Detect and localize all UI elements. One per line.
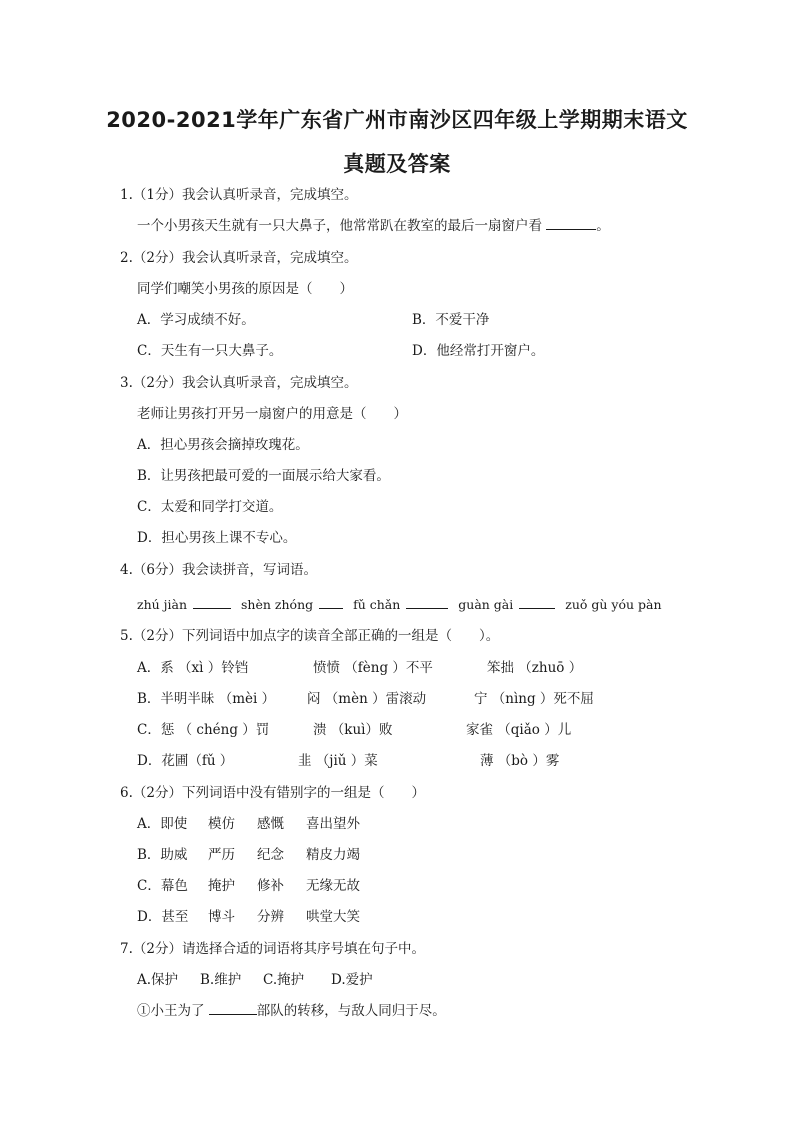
question-6-option-c-1[interactable]: C．幕色 <box>137 878 188 894</box>
question-5-option-b-2: 闷 （mèn ）雷滚动 <box>307 691 427 707</box>
question-5-option-b-3: 宁 （nìng ）死不屈 <box>474 691 594 707</box>
question-3-option-a[interactable]: A．担心男孩会摘掉玫瑰花。 <box>137 437 309 453</box>
question-5-option-a-1[interactable]: A．系 （xì ）铃铛 <box>137 660 249 676</box>
pinyin-blank-2[interactable] <box>319 596 343 609</box>
question-7-blank-1[interactable] <box>209 1002 257 1015</box>
question-7-stem: 7.（2分）请选择合适的词语将其序号填在句子中。 <box>120 941 425 957</box>
question-6-option-d-3: 分辨 <box>257 909 284 925</box>
pinyin-blank-1[interactable] <box>193 596 231 609</box>
question-6-option-b-2: 严历 <box>208 847 235 863</box>
question-6-option-c-3: 修补 <box>257 878 284 894</box>
question-2-sub: 同学们嘲笑小男孩的原因是（ ） <box>137 281 353 297</box>
question-5-option-c-1[interactable]: C．惩 （ chéng ）罚 <box>137 722 270 738</box>
question-7-option-a[interactable]: A.保护 <box>137 972 179 988</box>
question-7-sentence-1-start: ①小王为了 <box>137 1003 209 1019</box>
pinyin-blank-4[interactable] <box>519 596 555 609</box>
question-5-option-a-2: 愤愤 （fèng ）不平 <box>313 660 433 676</box>
question-5-option-d-1[interactable]: D．花圃（fǔ ） <box>137 753 234 769</box>
question-1-text: 一个小男孩天生就有一只大鼻子，他常常趴在教室的最后一扇窗户看 <box>137 218 547 234</box>
question-6-option-d-2: 博斗 <box>208 909 235 925</box>
question-1-stem: 1.（1分）我会认真听录音，完成填空。 <box>120 187 358 203</box>
question-6-stem: 6.（2分）下列词语中没有错别字的一组是（ ） <box>120 785 425 801</box>
question-6-option-c-4: 无缘无故 <box>306 878 360 894</box>
question-7-option-b[interactable]: B.维护 <box>200 972 242 988</box>
question-2-option-c[interactable]: C．天生有一只大鼻子。 <box>137 343 283 359</box>
question-5-option-d-3: 薄 （bò ）雾 <box>480 753 560 769</box>
question-6-option-d-1[interactable]: D．甚至 <box>137 909 189 925</box>
question-7-option-c[interactable]: C.掩护 <box>263 972 305 988</box>
question-7-sentence-1-end: 部队的转移，与敌人同归于尽。 <box>256 1003 446 1019</box>
question-2-stem: 2.（2分）我会认真听录音，完成填空。 <box>120 250 358 266</box>
question-6-option-a-4: 喜出望外 <box>306 816 360 832</box>
question-5-stem: 5.（2分）下列词语中加点字的读音全部正确的一组是（ ）。 <box>120 628 500 644</box>
question-1-sentence <box>137 217 610 235</box>
question-2-option-d[interactable]: D．他经常打开窗户。 <box>412 343 545 359</box>
question-7-sentence-1 <box>137 1002 446 1020</box>
question-6-option-a-2: 模仿 <box>208 816 235 832</box>
question-6-option-a-1[interactable]: A．即使 <box>137 816 188 832</box>
question-3-option-c[interactable]: C．太爱和同学打交道。 <box>137 499 283 515</box>
question-6-option-b-1[interactable]: B．助威 <box>137 847 188 863</box>
question-5-option-c-2: 溃 （kuì）败 <box>313 722 393 738</box>
question-1-end: 。 <box>596 218 610 234</box>
pinyin-item: guàn gài <box>458 597 514 612</box>
pinyin-item: fǔ chǎn <box>353 597 401 612</box>
question-4-pinyin-row <box>137 596 664 614</box>
question-7-option-d[interactable]: D.爱护 <box>331 972 373 988</box>
question-3-sub: 老师让男孩打开另一扇窗户的用意是（ ） <box>137 406 407 422</box>
question-2-option-b[interactable]: B．不爱干净 <box>412 312 490 328</box>
document-title-line-2: 真题及答案 <box>343 152 451 176</box>
question-5-option-a-3: 笨拙 （zhuō ） <box>487 660 583 676</box>
question-3-option-d[interactable]: D．担心男孩上课不专心。 <box>137 530 297 546</box>
question-1-blank[interactable] <box>546 217 596 230</box>
question-6-option-d-4: 哄堂大笑 <box>306 909 360 925</box>
question-5-option-c-3: 家雀 （qiǎo ）儿 <box>466 722 572 738</box>
question-3-option-b[interactable]: B．让男孩把最可爱的一面展示给大家看。 <box>137 468 390 484</box>
question-6-option-c-2: 掩护 <box>208 878 235 894</box>
pinyin-blank-3[interactable] <box>406 596 448 609</box>
document-title-line-1: 2020-2021学年广东省广州市南沙区四年级上学期期末语文 <box>106 108 688 132</box>
pinyin-item: zuǒ gù yóu pàn <box>565 597 662 612</box>
question-6-option-a-3: 感慨 <box>257 816 284 832</box>
question-6-option-b-3: 纪念 <box>257 847 284 863</box>
question-5-option-b-1[interactable]: B．半明半昧 （mèi ） <box>137 691 276 707</box>
pinyin-item: zhú jiàn <box>137 597 188 612</box>
question-4-stem: 4.（6分）我会读拼音，写词语。 <box>120 562 317 578</box>
question-2-option-a[interactable]: A．学习成绩不好。 <box>137 312 255 328</box>
question-6-option-b-4: 精皮力竭 <box>306 847 360 863</box>
question-3-stem: 3.（2分）我会认真听录音，完成填空。 <box>120 375 358 391</box>
question-5-option-d-2: 韭 （jiǔ ）菜 <box>298 753 378 769</box>
pinyin-item: shèn zhóng <box>241 597 314 612</box>
